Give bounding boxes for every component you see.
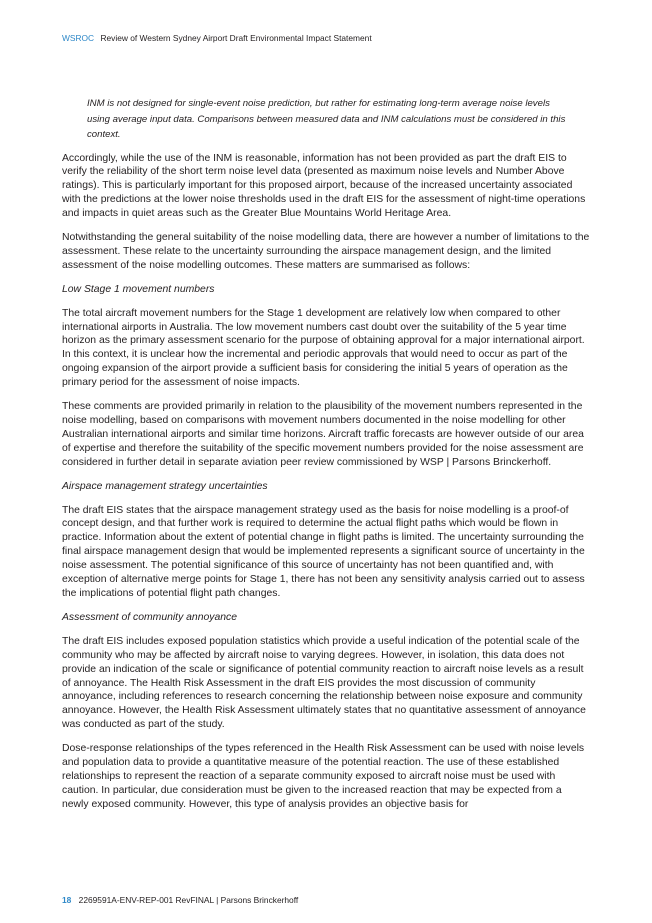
subheading: Low Stage 1 movement numbers — [62, 283, 215, 295]
page-number: 18 — [62, 895, 72, 905]
paragraph: Notwithstanding the general suitability of the noise modelling data, there are however a number of limitations to the assessment. These relate to the uncertainty surrounding the airspace management design, and the limited assessment of the noise modelling outcomes. These matters are summarised as follows: — [62, 232, 590, 271]
paragraph: The total aircraft movement numbers for the Stage 1 development are relatively low when compared to other international airports in Australia. The low movement numbers cast doubt over the suitability of the 5 year time horizon as the primary assessment scenario for the purpose of obtaining approval for a major international airport. In this context, it is unclear how the incremental and periodic approvals that would need to occur as part of the ongoing expansion of the airport provide a sufficient basis for considering the initial 5 years of operation as the primary period for the assessment of noise impacts. — [62, 307, 585, 389]
subheading: Airspace management strategy uncertainties — [62, 480, 268, 492]
page-header — [62, 33, 372, 43]
document-body — [62, 96, 590, 822]
paragraph: The draft EIS includes exposed population statistics which provide a useful indication of the potential scale of the community who may be affected by aircraft noise to varying degrees. However, in isolation, this data does not provide an indication of the scale or significance of potential community reaction to aircraft noise levels as a result of annoyance. The Health Risk Assessment in the draft EIS provides the most discussion of community annoyance, including references to research concerning the relationship between noise exposure and community annoyance. However, the Health Risk Assessment ultimately states that no quantitative assessment of annoyance was conducted as part of the study. — [62, 635, 586, 731]
header-org: WSROC — [62, 33, 95, 43]
page-footer — [62, 895, 298, 905]
paragraph: These comments are provided primarily in relation to the plausibility of the movement numbers represented in the noise modelling, based on comparisons with movement numbers documented in the noise modelling for other Australian international airports and similar time horizons. Aircraft traffic forecasts are however outside of our area of expertise and therefore the suitability of the specific movement numbers provided for the noise assessment are considered in further detail in separate aviation peer review commissioned by WSP | Parsons Brinckerhoff. — [62, 401, 584, 468]
subheading: Assessment of community annoyance — [62, 611, 237, 623]
header-title: Review of Western Sydney Airport Draft Environmental Impact Statement — [100, 33, 372, 43]
paragraph: The draft EIS states that the airspace management strategy used as the basis for noise modelling is a proof-of concept design, and that further work is required to determine the actual flight paths which would be flown in practice. Information about the extent of potential change in flight paths is limited. The uncertainty surrounding the final airspace management design that would be implemented represents a significant source of uncertainty in the noise assessment. The potential significance of this source of uncertainty has not been quantified and, with exception of alternative merge points for Stage 1, there has not been any sensitivity analysis carried out to assess the implications of potential flight path changes. — [62, 504, 585, 599]
document-reference: 2269591A-ENV-REP-001 RevFINAL | Parsons Brinckerhoff — [78, 895, 299, 905]
block-quote: INM is not designed for single-event noise prediction, but rather for estimating long-term average noise levels using average input data. Comparisons between measured data and INM calculations must be considered in this context. — [87, 98, 566, 140]
paragraph: Accordingly, while the use of the INM is reasonable, information has not been provided as part the draft EIS to verify the reliability of the short term noise level data (presented as maximum noise levels and Number Above ratings). This is particularly important for this proposed airport, because of the increased uncertainty associated with the predictions at the lower noise thresholds used in the draft EIS for the assessment of night-time operations and impacts in quiet areas such as the Greater Blue Mountains World Heritage Area. — [62, 152, 586, 220]
paragraph: Dose-response relationships of the types referenced in the Health Risk Assessment can be used with noise levels and population data to provide a quantitative measure of the potential reaction. The use of these established relationships to represent the reaction of a separate community exposed to aircraft noise must be used with caution. In particular, due consideration must be given to the increased reaction that may be expected from a newly exposed community. However, this type of analysis provides an objective basis for — [62, 743, 585, 810]
